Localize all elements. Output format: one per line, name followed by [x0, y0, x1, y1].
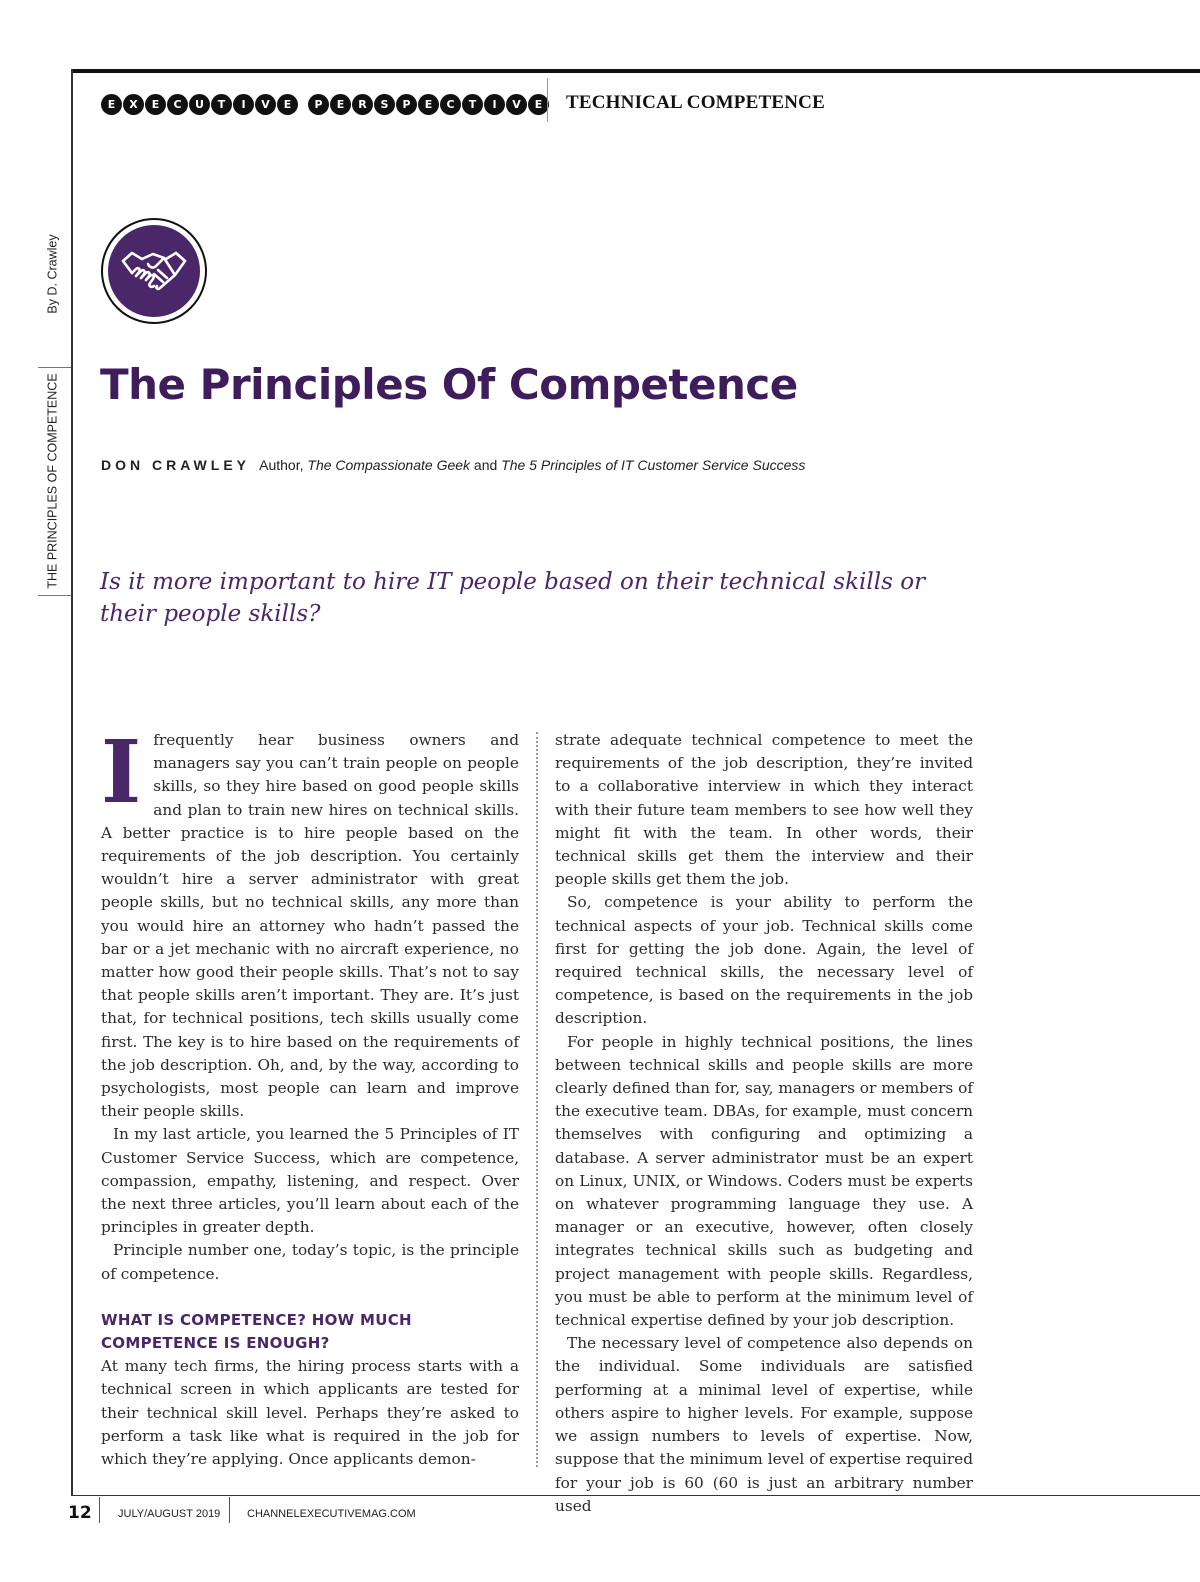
kicker-letter: E	[145, 94, 166, 115]
body-paragraph: At many tech firms, the hiring process starts with a technical screen in which applicants are tested for their technical skill level. Perhaps they’re asked to perform a task like what is required in the job for which they’re applying. Once applicants demon-	[101, 1357, 519, 1469]
body-paragraph: In my last article, you learned the 5 Principles of IT Customer Service Success, which are competence, compassion, empathy, listening, and respect. Over the next three articles, you’ll learn about each of the principles in greater depth.	[101, 1125, 519, 1237]
kicker-letter: C	[440, 94, 461, 115]
author-name: DON CRAWLEY	[101, 457, 250, 473]
side-title-text: THE PRINCIPLES OF COMPETENCE	[46, 373, 60, 589]
kicker-letter: V	[255, 94, 276, 115]
kicker-letter: T	[462, 94, 483, 115]
section-subhead: WHAT IS COMPETENCE? HOW MUCH COMPETENCE IS ENOUGH?	[101, 1310, 412, 1353]
book-title: The 5 Principles of IT Customer Service Success	[501, 457, 806, 473]
kicker-letter: T	[211, 94, 232, 115]
footer-divider	[99, 1497, 100, 1523]
kicker-letter: P	[396, 94, 417, 115]
body-paragraph: strate adequate technical competence to meet the requirements of the job description, they’re invited to a collaborative interview in which they interact with their future team members to see how well they might fit with the team. In other words, their technical skills get them the interview and their people skills get them the job.	[555, 731, 973, 889]
header-divider	[547, 78, 548, 122]
kicker-letter: E	[528, 94, 549, 115]
column-divider	[536, 732, 538, 1467]
side-byline	[33, 190, 73, 358]
side-title	[33, 372, 73, 590]
website-link[interactable]: CHANNELEXECUTIVEMAG.COM	[247, 1508, 416, 1520]
kicker-letter: E	[277, 94, 298, 115]
side-byline-text: By D. Crawley	[46, 234, 60, 314]
author-line	[101, 457, 805, 473]
body-column-left	[101, 722, 519, 1471]
kicker-letter: V	[506, 94, 527, 115]
kicker-letter: E	[418, 94, 439, 115]
kicker-letter: I	[484, 94, 505, 115]
side-divider	[38, 367, 71, 368]
body-paragraph: So, competence is your ability to perform the technical aspects of your job. Technical skills come first for getting the job done. Again, the level of required technical skills, the necessary level of competence, is based on the requirements in the job description.	[555, 893, 973, 1028]
body-paragraph	[101, 722, 519, 1123]
section-name: TECHNICAL COMPETENCE	[566, 92, 825, 113]
kicker-word-executive	[101, 94, 298, 115]
kicker-letter: P	[308, 94, 329, 115]
body-paragraph: The necessary level of competence also depends on the individual. Some individuals are satisfied performing at a minimal level of expertise, while others aspire to higher levels. For example, suppose we assign numbers to levels of expertise. Now, suppose that the minimum level of expertise required for your job is 60 (60 is just an arbitrary number used	[555, 1334, 973, 1515]
kicker-letter: C	[167, 94, 188, 115]
body-paragraph: For people in highly technical positions, the lines between technical skills and people skills are more clearly defined than for, say, managers or members of the executive team. DBAs, for example, must concern themselves with configuring and optimizing a database. A server administrator must be an expert on Linux, UNIX, or Windows. Coders must be experts on whatever programming language they use. A manager or an executive, however, often closely integrates technical skills such as budgeting and project management with people skills. Regardless, you must be able to perform at the minimum level of technical expertise defined by your job description.	[555, 1032, 973, 1330]
article-deck: Is it more important to hire IT people based on their technical skills or their people skills?	[100, 569, 926, 627]
kicker-word-perspective	[308, 94, 549, 115]
top-rule	[71, 69, 1200, 73]
book-title: The Compassionate Geek	[307, 457, 471, 473]
page-number: 12	[68, 1503, 92, 1523]
body-column-right	[555, 729, 973, 1518]
kicker-letter: E	[101, 94, 122, 115]
kicker-letter: S	[374, 94, 395, 115]
kicker-letter: I	[233, 94, 254, 115]
author-prefix: Author,	[259, 457, 304, 473]
author-conjunction: and	[473, 457, 498, 473]
kicker-letter: R	[352, 94, 373, 115]
kicker-letter: U	[189, 94, 210, 115]
kicker-letter: X	[123, 94, 144, 115]
article-title: The Principles Of Competence	[100, 360, 798, 409]
article-badge	[101, 218, 207, 324]
issue-date: JULY/AUGUST 2019	[118, 1508, 221, 1520]
kicker-letter: E	[330, 94, 351, 115]
side-divider	[38, 595, 71, 596]
drop-cap: I	[101, 722, 142, 823]
body-paragraph-text: frequently hear business owners and managers say you can’t train people on people skills, so they hire based on good people skills and plan to train new hires on technical skills. A better practice is to hire people based on the requirements of the job description. You certainly wouldn’t hire a server administrator with great people skills, but no technical skills, any more than you would hire an attorney who hadn’t passed the bar or a jet mechanic with no aircraft experience, no matter how good their people skills. That’s not to say that people skills aren’t important. They are. It’s just that, for technical positions, tech skills usually come first. The key is to hire based on the requirements of the job description. Oh, and, by the way, according to psychologists, most people can learn and improve their people skills.	[101, 731, 519, 1121]
section-kicker	[101, 92, 549, 116]
footer-divider	[229, 1497, 230, 1523]
handshake-icon	[108, 225, 200, 317]
body-paragraph: Principle number one, today’s topic, is the principle of competence.	[101, 1241, 519, 1283]
